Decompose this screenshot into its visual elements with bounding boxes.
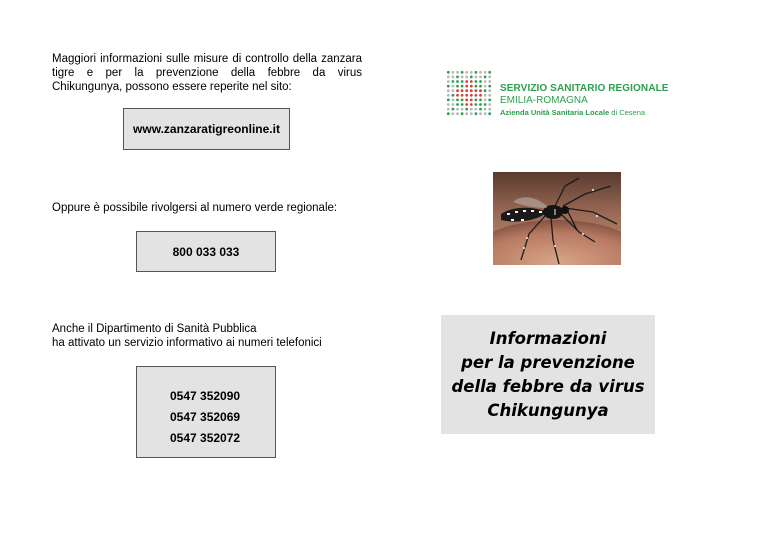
logo-line-3: Azienda Unità Sanitaria Locale di Cesena — [500, 108, 646, 117]
health-service-logo — [446, 70, 706, 120]
title-box — [441, 315, 655, 434]
website-link[interactable]: www.zanzaratigreonline.it — [133, 122, 280, 136]
toll-free-number: 800 033 033 — [172, 244, 240, 259]
mosquito-photo — [493, 172, 621, 265]
intro-paragraph: Maggiori informazioni sulle misure di controllo della zanzara tigre e per la prevenzione della febbre da virus Chikungunya, possono essere reperite nel sito: — [52, 53, 362, 93]
department-line-1: Anche il Dipartimento di Sanità Pubblica — [52, 323, 257, 335]
phone-number: 0547 352069 — [170, 410, 241, 424]
phone-numbers-box — [136, 366, 276, 458]
title-line: della febbre da virus — [451, 376, 645, 396]
logo-line-1: SERVIZIO SANITARIO REGIONALE — [500, 83, 669, 94]
phone-number: 0547 352090 — [170, 389, 241, 403]
website-box[interactable] — [123, 108, 290, 150]
toll-free-intro: Oppure è possibile rivolgersi al numero verde regionale: — [52, 202, 338, 214]
logo-line-2: EMILIA-ROMAGNA — [500, 95, 588, 106]
title-line: Informazioni — [489, 328, 607, 348]
phone-number: 0547 352072 — [170, 431, 241, 445]
dot-grid-logo-icon — [446, 70, 492, 118]
title-line: Chikungunya — [487, 400, 609, 420]
department-paragraph — [52, 322, 372, 350]
logo-text — [500, 83, 669, 118]
toll-free-box — [136, 231, 276, 272]
title-line: per la prevenzione — [461, 352, 635, 372]
department-line-2: ha attivato un servizio informativo ai numeri telefonici — [52, 337, 322, 349]
